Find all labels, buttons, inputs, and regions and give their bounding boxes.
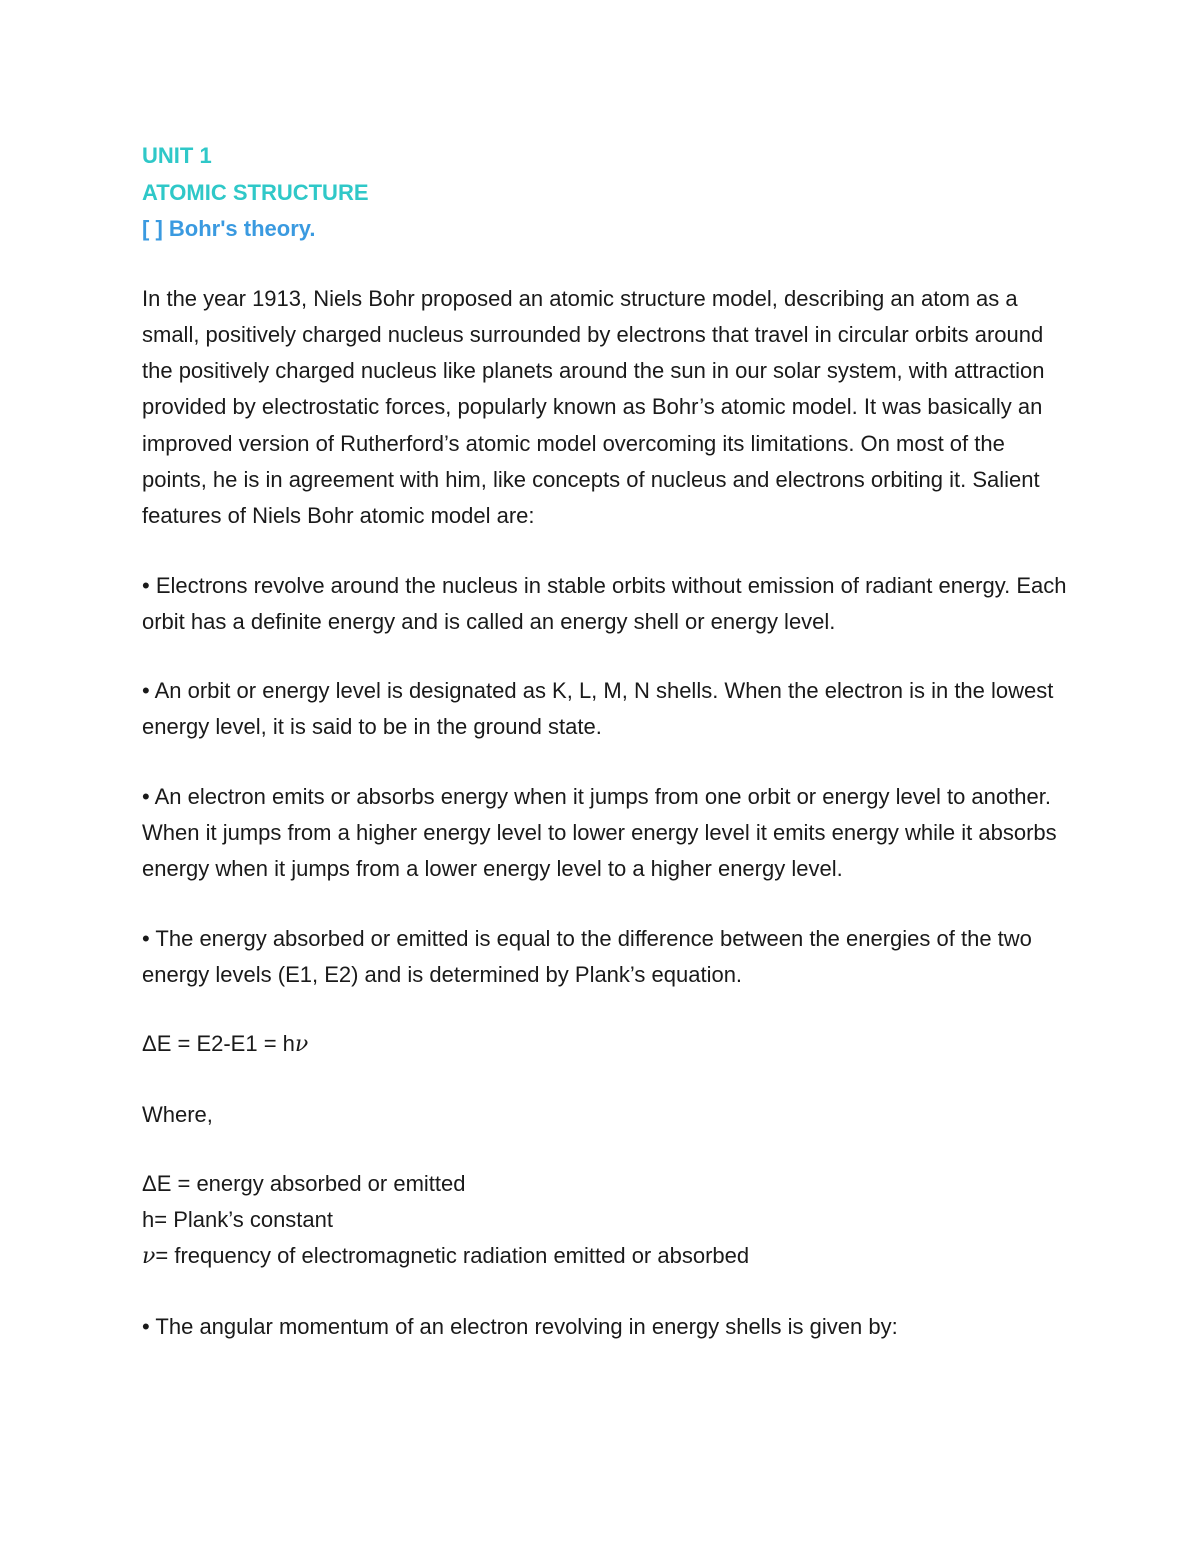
spacer [142,1064,1072,1097]
spacer [142,248,1072,281]
definition-text: h= Plank’s constant [142,1207,333,1233]
bullet-paragraph: • The angular momentum of an electron revolving in energy shells is given by: [142,1313,898,1339]
spacer [142,535,1072,568]
definition-line [142,1238,1072,1275]
bullet-paragraph: • Electrons revolve around the nucleus in stable orbits without emission of radiant energy. Each orbit has a definite energy and is called an energy shell or energy level. [142,572,1067,634]
bullet-paragraph: • An electron emits or absorbs energy when it jumps from one orbit or energy level to another. When it jumps from a higher energy level to lower energy level it emits energy while it absorbs energy when it jumps from a lower energy level to a higher energy level. [142,783,1057,882]
bullet-paragraph: • The energy absorbed or emitted is equal to the difference between the energies of the two energy levels (E1, E2) and is determined by Plank’s equation. [142,925,1032,987]
spacer [142,746,1072,779]
topic-heading: [ ] Bohr's theory. [142,216,316,241]
document-page [142,138,1072,1345]
unit-heading: UNIT 1 [142,143,212,168]
definition-text: ΔE = energy absorbed or emitted [142,1170,466,1196]
chapter-heading: ATOMIC STRUCTURE [142,179,369,205]
definition-line [142,1202,1072,1238]
definition-line [142,1166,1072,1202]
intro-paragraph: In the year 1913, Niels Bohr proposed an atomic structure model, describing an atom as a small, positively charged nucleus surrounded by electrons that travel in circular orbits around the positively charged nucleus like planets around the sun in our solar system, with attraction provided by electrostatic forces, popularly known as Bohr’s atomic model. It was basically an improved version of Rutherford’s atomic model overcoming its limitations. On most of the points, he is in agreement with him, like concepts of nucleus and electrons orbiting it. Salient features of Niels Bohr atomic model are: [142,285,1045,529]
spacer [142,888,1072,921]
where-label: Where, [142,1101,213,1127]
nu-symbol: ν [294,1032,309,1058]
spacer [142,993,1072,1026]
bullet-paragraph: • An orbit or energy level is designated as K, L, M, N shells. When the electron is in the lowest energy level, it is said to be in the ground state. [142,678,1054,740]
spacer [142,1276,1072,1309]
equation-text: ΔE = E2-E1 = h [142,1031,295,1057]
equation [142,1026,1072,1063]
spacer [142,1133,1072,1166]
nu-symbol: ν [142,1244,156,1270]
spacer [142,640,1072,673]
definition-text: = frequency of electromagnetic radiation emitted or absorbed [155,1243,750,1269]
